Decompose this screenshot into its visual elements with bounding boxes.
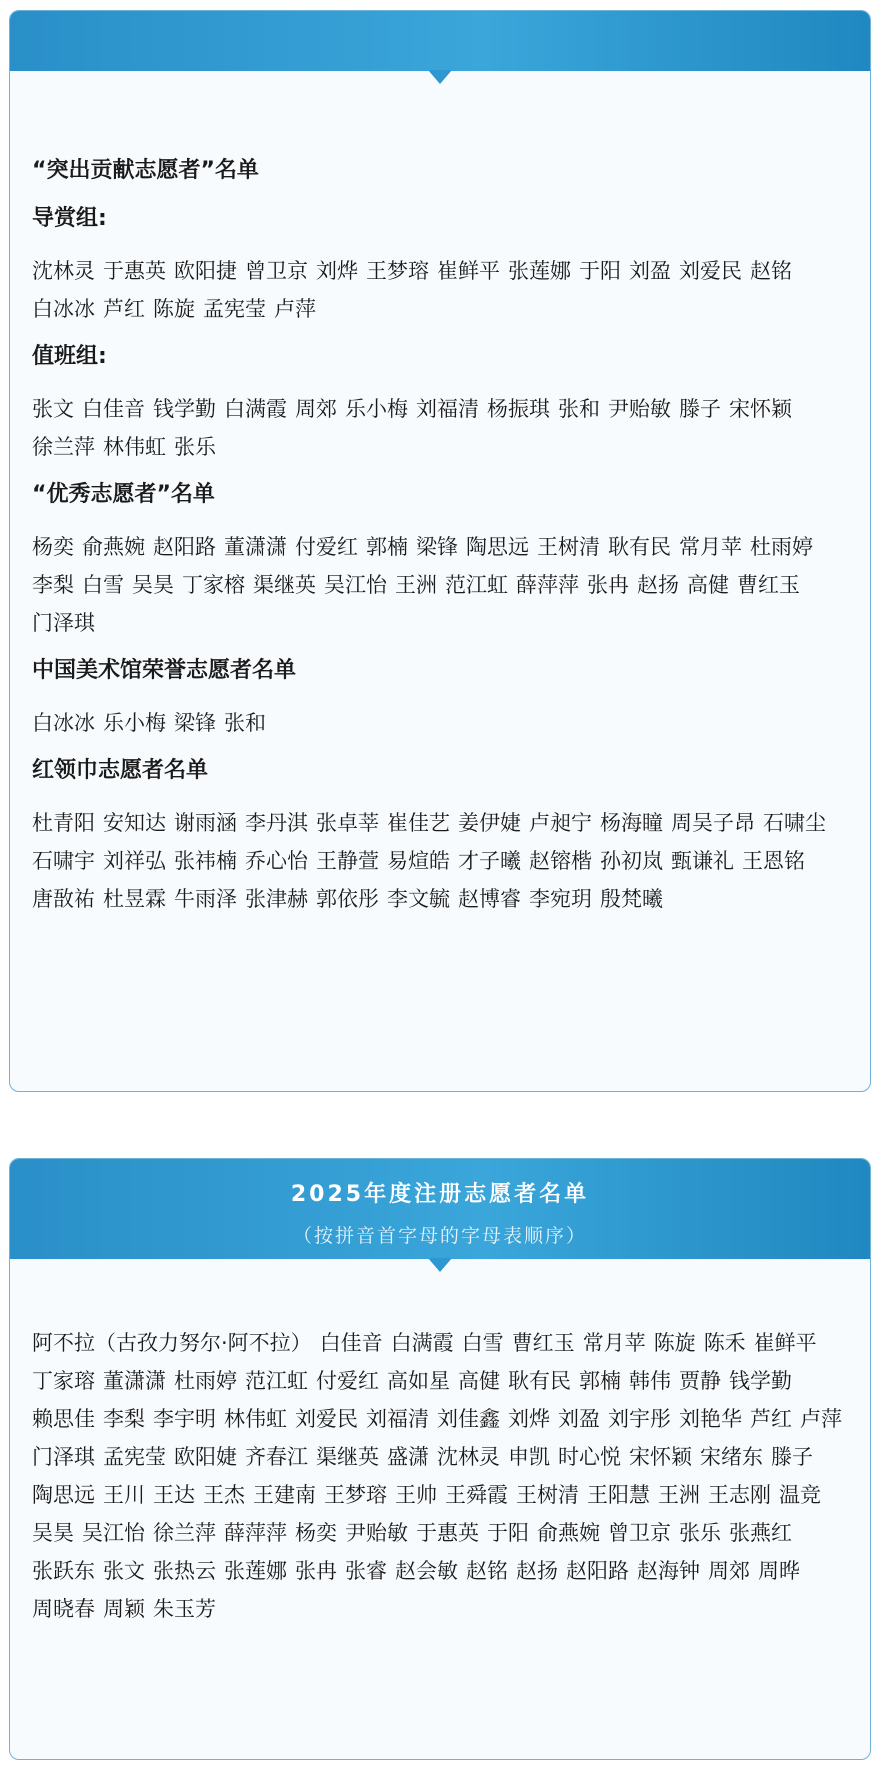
volunteer-name: 崔鲜平 [753, 1331, 817, 1355]
volunteer-name: 周郊 [295, 397, 337, 421]
volunteer-name: 谢雨涵 [174, 811, 237, 835]
volunteer-name: 付爱红 [295, 535, 358, 559]
volunteer-name: 周晔 [758, 1559, 800, 1583]
volunteer-name: 俞燕婉 [537, 1521, 600, 1545]
registered-list-title: 2025年度注册志愿者名单 [290, 1182, 590, 1207]
volunteer-name: 丁家榕 [182, 573, 245, 597]
volunteer-name: 郭依彤 [316, 887, 379, 911]
volunteer-name: 杨奕 [295, 1521, 337, 1545]
group-excellent [32, 480, 850, 642]
volunteer-name: 乔心怡 [245, 849, 308, 873]
volunteer-name: 丁家瑢 [32, 1369, 95, 1393]
name-list [32, 252, 850, 328]
volunteer-name: 陈旋 [153, 297, 195, 321]
volunteer-name: 王恩铭 [742, 849, 805, 873]
registered-list-content [32, 1324, 850, 1642]
volunteer-name: 卢昶宁 [529, 811, 592, 835]
volunteer-name: 张跃东 [32, 1559, 95, 1583]
volunteer-name: 刘烨 [316, 259, 358, 283]
volunteer-name: 周颖 [103, 1597, 145, 1621]
volunteer-name: 薛萍萍 [516, 573, 579, 597]
name-list [32, 528, 850, 642]
volunteer-name: 林伟虹 [224, 1407, 287, 1431]
volunteer-name: 易煊皓 [387, 849, 450, 873]
volunteer-name: 杨海瞳 [600, 811, 663, 835]
volunteer-name: 宋绪东 [700, 1445, 763, 1469]
group-honorary [32, 656, 850, 742]
volunteer-name: 薛萍萍 [224, 1521, 287, 1545]
volunteer-name: 李梨 [103, 1407, 145, 1431]
volunteer-name: 王达 [153, 1483, 195, 1507]
volunteer-name: 贾静 [679, 1369, 721, 1393]
group-outstanding-contribution [32, 156, 850, 186]
volunteer-name: 刘福清 [366, 1407, 429, 1431]
group-heading: 红领巾志愿者名单 [32, 758, 209, 783]
volunteer-name: 王树清 [516, 1483, 579, 1507]
volunteer-name: 张祎楠 [174, 849, 237, 873]
volunteer-name: 刘爱民 [679, 259, 742, 283]
volunteer-name: 徐兰萍 [32, 435, 95, 459]
volunteer-name: 温竞 [779, 1483, 821, 1507]
volunteer-name: 张卓莘 [316, 811, 379, 835]
group-heading: 导赏组: [32, 206, 107, 231]
volunteer-name: 孙初岚 [600, 849, 663, 873]
volunteer-name: 吴昊 [132, 573, 174, 597]
volunteer-name: 刘祥弘 [103, 849, 166, 873]
volunteer-name: 王洲 [658, 1483, 700, 1507]
volunteer-name: 刘盈 [629, 259, 671, 283]
volunteer-name: 芦红 [103, 297, 145, 321]
group-heading: 值班组: [32, 344, 107, 369]
volunteer-name: 乐小梅 [103, 711, 166, 735]
volunteer-name: 李文毓 [387, 887, 450, 911]
group-guide [32, 204, 850, 328]
volunteer-name: 常月苹 [679, 535, 742, 559]
banner-pointer [428, 1258, 452, 1272]
volunteer-name: 张热云 [153, 1559, 216, 1583]
registered-list-subtitle: （按拼音首字母的字母表顺序） [292, 1225, 587, 1247]
volunteer-name: 白满霞 [390, 1331, 454, 1355]
volunteer-name: 白雪 [461, 1331, 504, 1355]
volunteer-name: 赵海钟 [637, 1559, 700, 1583]
volunteer-name: 赵阳路 [566, 1559, 629, 1583]
volunteer-name: 孟宪莹 [103, 1445, 166, 1469]
volunteer-name: 王杰 [203, 1483, 245, 1507]
volunteer-name: 王静萱 [316, 849, 379, 873]
volunteer-name: 杨奕 [32, 535, 74, 559]
volunteer-name: 杨振琪 [487, 397, 550, 421]
volunteer-name: 于阳 [579, 259, 621, 283]
volunteer-name: 周晓春 [32, 1597, 95, 1621]
volunteer-name: 徐兰萍 [153, 1521, 216, 1545]
volunteer-name: 王洲 [395, 573, 437, 597]
volunteer-name: 崔鲜平 [437, 259, 500, 283]
name-list [32, 390, 850, 466]
volunteer-name: 钱学勤 [729, 1369, 792, 1393]
volunteer-name: 吴江怡 [82, 1521, 145, 1545]
volunteer-name: 周郊 [708, 1559, 750, 1583]
volunteer-name: 王阳慧 [587, 1483, 650, 1507]
volunteer-name: 尹贻敏 [608, 397, 671, 421]
volunteer-name: 高健 [687, 573, 729, 597]
volunteer-name: 欧阳婕 [174, 1445, 237, 1469]
volunteer-name: 于惠英 [416, 1521, 479, 1545]
volunteer-name: 王舜霞 [445, 1483, 508, 1507]
group-heading: “优秀志愿者”名单 [32, 482, 215, 507]
volunteer-name: 门泽琪 [32, 611, 95, 635]
volunteer-name: 杜昱霖 [103, 887, 166, 911]
volunteer-name: 吴昊 [32, 1521, 74, 1545]
volunteer-name: 齐春江 [245, 1445, 308, 1469]
volunteer-name: 甄谦礼 [671, 849, 734, 873]
volunteer-name: 阿不拉（古孜力努尔·阿不拉） [32, 1331, 312, 1355]
volunteer-name: 赵会敏 [395, 1559, 458, 1583]
volunteer-name: 卢萍 [800, 1407, 842, 1431]
volunteer-name: 刘烨 [508, 1407, 550, 1431]
name-list [32, 1324, 850, 1628]
volunteer-name: 杜雨婷 [174, 1369, 237, 1393]
name-list [32, 704, 850, 742]
volunteer-name: 杜雨婷 [750, 535, 813, 559]
volunteer-name: 陶思远 [32, 1483, 95, 1507]
volunteer-name: 朱玉芳 [153, 1597, 216, 1621]
volunteer-name: 于阳 [487, 1521, 529, 1545]
volunteer-name: 白满霞 [224, 397, 287, 421]
volunteer-name: 张文 [103, 1559, 145, 1583]
volunteer-name: 殷梵曦 [600, 887, 663, 911]
volunteer-name: 曾卫京 [608, 1521, 671, 1545]
volunteer-name: 王建南 [253, 1483, 316, 1507]
volunteer-name: 盛潇 [387, 1445, 429, 1469]
volunteer-name: 曹红玉 [737, 573, 800, 597]
volunteer-name: 时心悦 [558, 1445, 621, 1469]
volunteer-name: 张乐 [679, 1521, 721, 1545]
volunteer-name: 付爱红 [316, 1369, 379, 1393]
volunteer-name: 王志刚 [708, 1483, 771, 1507]
volunteer-name: 钱学勤 [153, 397, 216, 421]
volunteer-name: 崔佳艺 [387, 811, 450, 835]
volunteer-name: 李宛玥 [529, 887, 592, 911]
volunteer-name: 张燕红 [729, 1521, 792, 1545]
volunteer-name: 刘佳鑫 [437, 1407, 500, 1431]
volunteer-name: 董潇潇 [103, 1369, 166, 1393]
volunteer-name: 赵博睿 [458, 887, 521, 911]
volunteer-name: 乐小梅 [345, 397, 408, 421]
group-heading: “突出贡献志愿者”名单 [32, 158, 259, 183]
volunteer-name: 张和 [558, 397, 600, 421]
volunteer-name: 刘盈 [558, 1407, 600, 1431]
volunteer-name: 李梨 [32, 573, 74, 597]
volunteer-name: 石啸宇 [32, 849, 95, 873]
volunteer-name: 刘艳华 [679, 1407, 742, 1431]
volunteer-name: 俞燕婉 [82, 535, 145, 559]
volunteer-name: 郭楠 [366, 535, 408, 559]
volunteer-name: 周吴子昂 [671, 811, 755, 835]
volunteer-name: 赵铭 [466, 1559, 508, 1583]
volunteer-name: 董潇潇 [224, 535, 287, 559]
volunteer-name: 安知达 [103, 811, 166, 835]
volunteer-name: 滕子 [771, 1445, 813, 1469]
volunteer-name: 王川 [103, 1483, 145, 1507]
volunteer-name: 范江虹 [245, 1369, 308, 1393]
volunteer-name: 赖思佳 [32, 1407, 95, 1431]
volunteer-name: 杜青阳 [32, 811, 95, 835]
volunteer-name: 门泽琪 [32, 1445, 95, 1469]
volunteer-name: 白佳音 [319, 1331, 383, 1355]
volunteer-name: 赵铭 [750, 259, 792, 283]
volunteer-name: 沈林灵 [32, 259, 95, 283]
volunteer-name: 陈旋 [653, 1331, 696, 1355]
volunteer-name: 李丹淇 [245, 811, 308, 835]
volunteer-name: 芦红 [750, 1407, 792, 1431]
volunteer-name: 张莲娜 [508, 259, 571, 283]
volunteer-name: 唐敔祐 [32, 887, 95, 911]
volunteer-name: 刘宇彤 [608, 1407, 671, 1431]
volunteer-name: 申凯 [508, 1445, 550, 1469]
volunteer-name: 王树清 [537, 535, 600, 559]
volunteer-name: 张津赫 [245, 887, 308, 911]
honor-list-content [32, 156, 850, 932]
volunteer-name: 宋怀颖 [729, 397, 792, 421]
volunteer-name: 耿有民 [608, 535, 671, 559]
volunteer-name: 曾卫京 [245, 259, 308, 283]
volunteer-name: 张冉 [295, 1559, 337, 1583]
honor-list-card [9, 10, 871, 1092]
volunteer-name: 牛雨泽 [174, 887, 237, 911]
volunteer-name: 王梦瑢 [324, 1483, 387, 1507]
volunteer-name: 白雪 [82, 573, 124, 597]
volunteer-name: 梁锋 [416, 535, 458, 559]
volunteer-name: 张乐 [174, 435, 216, 459]
volunteer-name: 高健 [458, 1369, 500, 1393]
volunteer-name: 曹红玉 [511, 1331, 575, 1355]
volunteer-name: 高如星 [387, 1369, 450, 1393]
volunteer-name: 耿有民 [508, 1369, 571, 1393]
volunteer-name: 张文 [32, 397, 74, 421]
group-red-scarf [32, 756, 850, 918]
volunteer-name: 才子曦 [458, 849, 521, 873]
volunteer-name: 张和 [224, 711, 266, 735]
volunteer-name: 渠继英 [316, 1445, 379, 1469]
volunteer-name: 白佳音 [82, 397, 145, 421]
volunteer-name: 刘爱民 [295, 1407, 358, 1431]
registered-list-card [9, 1158, 871, 1760]
volunteer-name: 吴江怡 [324, 573, 387, 597]
banner-pointer [428, 70, 452, 84]
volunteer-name: 赵镕楷 [529, 849, 592, 873]
volunteer-name: 梁锋 [174, 711, 216, 735]
volunteer-name: 赵扬 [516, 1559, 558, 1583]
volunteer-name: 宋怀颖 [629, 1445, 692, 1469]
volunteer-name: 张睿 [345, 1559, 387, 1583]
card-banner [10, 11, 870, 71]
volunteer-name: 陈禾 [703, 1331, 746, 1355]
volunteer-name: 赵扬 [637, 573, 679, 597]
volunteer-name: 尹贻敏 [345, 1521, 408, 1545]
volunteer-name: 范江虹 [445, 573, 508, 597]
volunteer-name: 卢萍 [274, 297, 316, 321]
volunteer-name: 王梦瑢 [366, 259, 429, 283]
group-heading: 中国美术馆荣誉志愿者名单 [32, 658, 297, 683]
volunteer-name: 刘福清 [416, 397, 479, 421]
volunteer-name: 王帅 [395, 1483, 437, 1507]
volunteer-name: 滕子 [679, 397, 721, 421]
name-list [32, 804, 850, 918]
volunteer-name: 渠继英 [253, 573, 316, 597]
volunteer-name: 沈林灵 [437, 1445, 500, 1469]
volunteer-name: 于惠英 [103, 259, 166, 283]
volunteer-name: 张冉 [587, 573, 629, 597]
volunteer-name: 郭楠 [579, 1369, 621, 1393]
volunteer-name: 赵阳路 [153, 535, 216, 559]
volunteer-name: 孟宪莹 [203, 297, 266, 321]
volunteer-name: 陶思远 [466, 535, 529, 559]
volunteer-name: 白冰冰 [32, 297, 95, 321]
volunteer-name: 张莲娜 [224, 1559, 287, 1583]
card-banner [10, 1159, 870, 1259]
volunteer-name: 姜伊婕 [458, 811, 521, 835]
volunteer-name: 常月苹 [582, 1331, 646, 1355]
volunteer-name: 林伟虹 [103, 435, 166, 459]
group-duty [32, 342, 850, 466]
volunteer-name: 韩伟 [629, 1369, 671, 1393]
volunteer-name: 石啸尘 [763, 811, 826, 835]
volunteer-name: 白冰冰 [32, 711, 95, 735]
volunteer-name: 欧阳捷 [174, 259, 237, 283]
volunteer-name: 李宇明 [153, 1407, 216, 1431]
